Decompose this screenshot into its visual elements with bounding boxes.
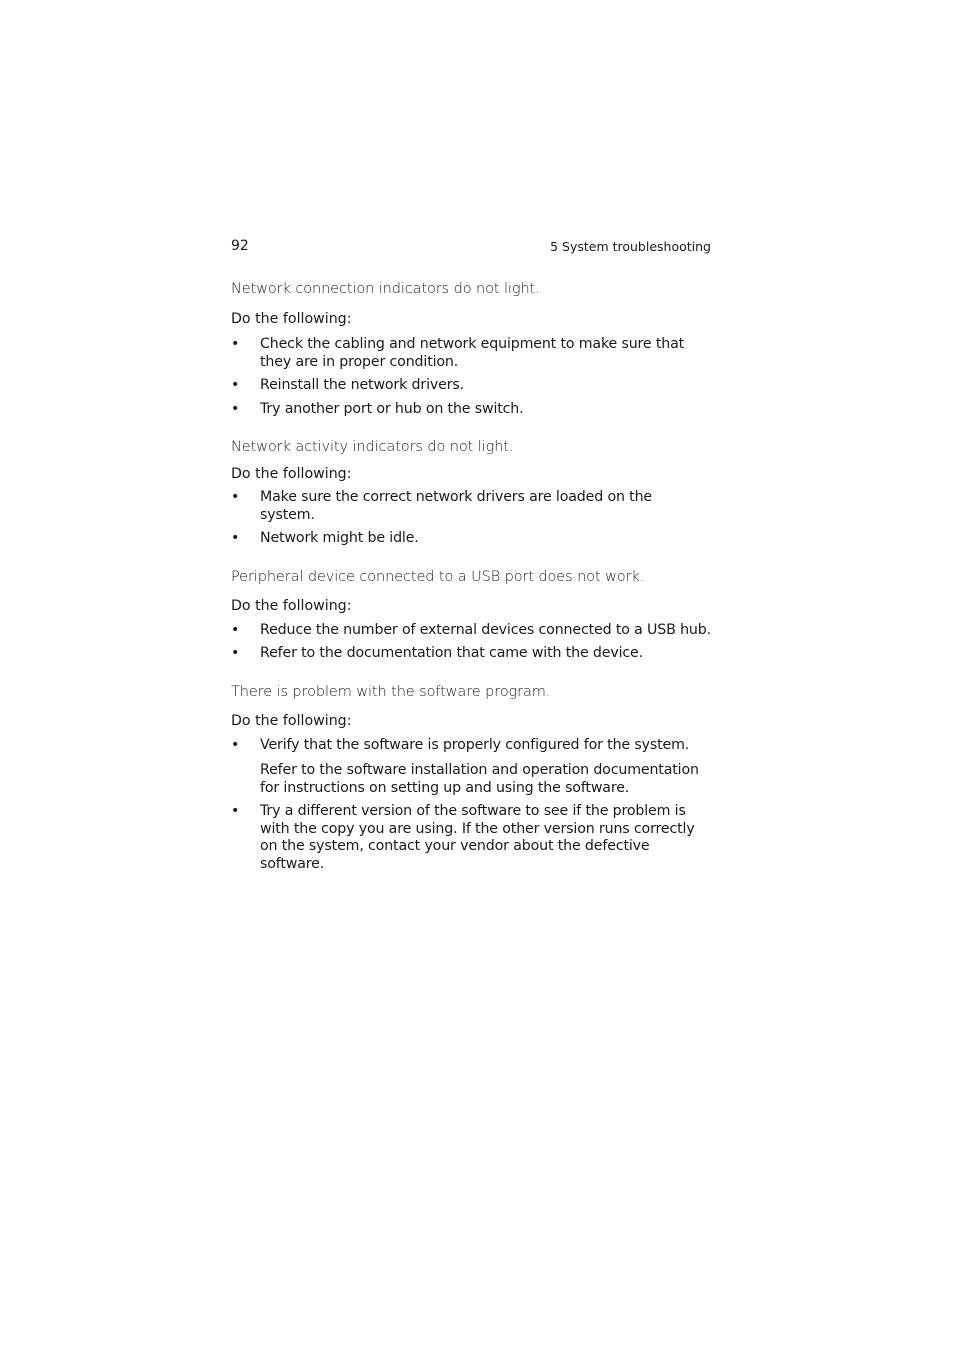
list-item-text: Reduce the number of external devices connected to a USB hub. <box>260 621 711 638</box>
troubleshooting-section <box>231 682 711 874</box>
bullet-icon: • <box>231 530 240 546</box>
bullet-icon: • <box>231 621 240 638</box>
problem-heading: Network activity indicators do not light. <box>231 439 514 455</box>
list-item-note: Refer to the software installation and operation documentation for instructions on setting up and using the software. <box>260 762 699 796</box>
list-item <box>231 377 711 395</box>
list-item <box>231 489 711 524</box>
bullet-icon: • <box>231 489 240 505</box>
page-content <box>231 279 711 873</box>
bullet-icon: • <box>231 645 240 661</box>
chapter-title: 5 System troubleshooting <box>550 239 711 254</box>
bullet-icon: • <box>231 377 240 393</box>
list-item-text: Verify that the software is properly configured for the system. <box>260 736 690 753</box>
list-item-text: Network might be idle. <box>260 530 419 546</box>
solution-list <box>231 622 711 663</box>
list-item-text: Refer to the documentation that came with the device. <box>260 645 643 661</box>
solution-list <box>231 336 711 418</box>
problem-heading: Peripheral device connected to a USB port does not work. <box>231 568 645 585</box>
list-item <box>231 530 711 548</box>
bullet-icon: • <box>231 400 240 417</box>
instruction-lead: Do the following: <box>231 712 352 729</box>
page-header <box>231 237 711 257</box>
problem-heading: Network connection indicators do not light. <box>231 281 540 297</box>
list-item-text: Check the cabling and network equipment to make sure that they are in proper condition. <box>260 336 685 370</box>
instruction-lead: Do the following: <box>231 597 352 614</box>
list-item <box>231 737 711 798</box>
bullet-icon: • <box>231 736 240 753</box>
page-number: 92 <box>231 238 249 254</box>
list-item-text: Try another port or hub on the switch. <box>260 400 524 417</box>
troubleshooting-section <box>231 437 711 548</box>
list-item-text: Try a different version of the software to see if the problem is with the copy you are using. If the other version runs correctly on the system, contact your vendor about the defective software. <box>260 803 695 872</box>
solution-list <box>231 737 711 874</box>
list-item-text: Make sure the correct network drivers are loaded on the system. <box>260 489 653 523</box>
bullet-icon: • <box>231 803 240 819</box>
bullet-icon: • <box>231 336 240 352</box>
list-item-text: Reinstall the network drivers. <box>260 377 464 393</box>
list-item <box>231 401 711 419</box>
instruction-lead: Do the following: <box>231 466 352 482</box>
list-item <box>231 622 711 640</box>
list-item <box>231 803 711 873</box>
problem-heading: There is problem with the software program. <box>231 683 551 700</box>
solution-list <box>231 489 711 548</box>
list-item <box>231 645 711 663</box>
instruction-lead: Do the following: <box>231 311 352 327</box>
troubleshooting-section <box>231 279 711 418</box>
troubleshooting-section <box>231 567 711 663</box>
list-item <box>231 336 711 371</box>
